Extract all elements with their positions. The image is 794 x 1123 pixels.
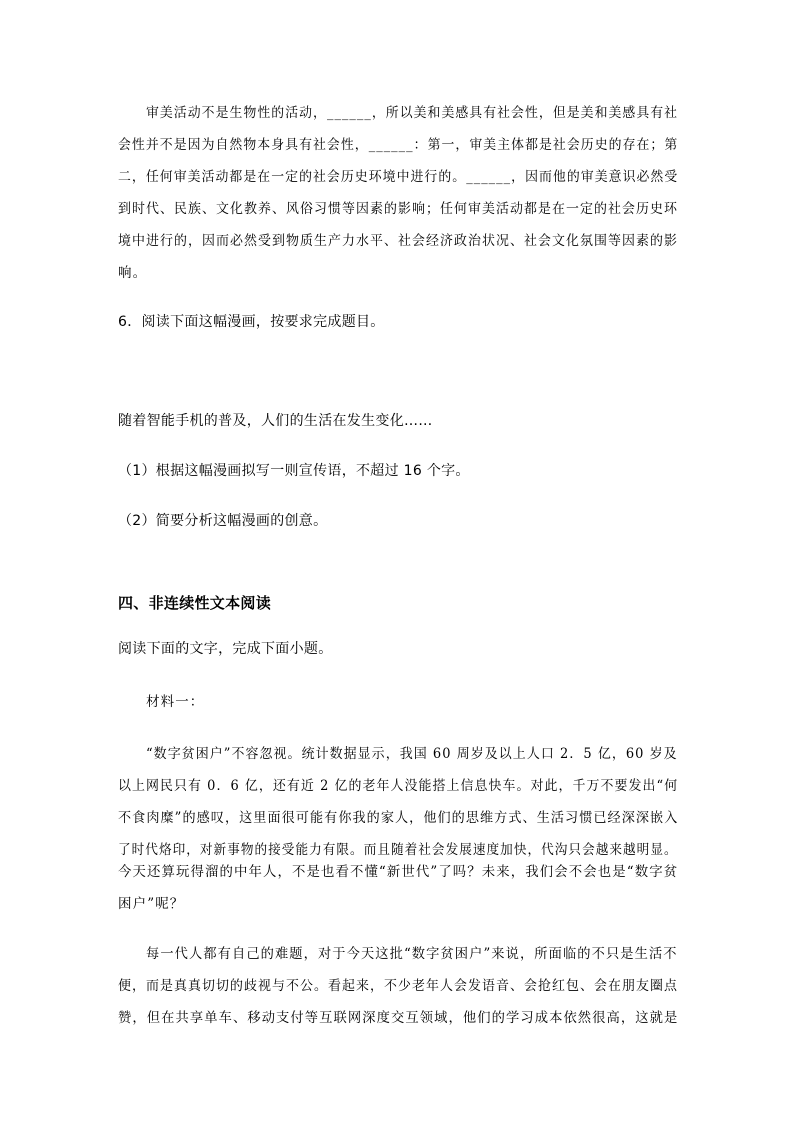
question6-title: 6．阅读下面这幅漫画，按要求完成题目。 xyxy=(118,314,385,330)
material1-p2-line-2: 便，而是真真切切的歧视与不公。看起来，不少老年人会发语音、会抢红包、会在朋友圈点 xyxy=(118,978,678,994)
passage1-line-1: 审美活动不是生物性的活动，______，所以美和美感具有社会性，但是美和美感具有社 xyxy=(146,105,679,121)
material1-p1-line-6: 困户”呢？ xyxy=(118,896,185,912)
passage1-line-6: 响。 xyxy=(118,265,148,281)
question6-sub1: （1）根据这幅漫画拟写一则宣传语，不超过 16 个字。 xyxy=(118,463,470,479)
question6-caption: 随着智能手机的普及，人们的生活在发生变化…… xyxy=(118,413,433,429)
material1-p1-line-2: 以上网民只有 0．6 亿，还有近 2 亿的老年人没能搭上信息快车。对此，千万不要发出“何 xyxy=(118,778,679,794)
passage1-line-5: 境中进行的，因而必然受到物质生产力水平、社会经济政治状况、社会文化氛围等因素的影 xyxy=(118,233,678,249)
section4-instruction: 阅读下面的文字，完成下面小题。 xyxy=(118,641,333,657)
question6-sub2: （2）简要分析这幅漫画的创意。 xyxy=(118,513,328,529)
section4-heading: 四、非连续性文本阅读 xyxy=(118,594,272,612)
material1-p1-line-4: 了时代烙印，对新事物的接受能力有限。而且随着社会发展速度加快，代沟只会越来越明显。 xyxy=(118,842,678,858)
material-label: 材料一： xyxy=(146,694,205,710)
passage1-line-4: 到时代、民族、文化教养、风俗习惯等因素的影响；任何审美活动都是在一定的社会历史环 xyxy=(118,201,678,217)
material1-p1-line-1: “数字贫困户”不容忽视。统计数据显示，我国 60 周岁及以上人口 2．5 亿，60 岁及 xyxy=(146,746,678,762)
material1-p1-line-3: 不食肉糜”的感叹，这里面很可能有你我的家人，他们的思维方式、生活习惯已经深深嵌入 xyxy=(118,810,679,826)
passage1-line-2: 会性并不是因为自然物本身具有社会性，______：第一，审美主体都是社会历史的存在；第 xyxy=(118,137,679,153)
passage1-line-3: 二，任何审美活动都是在一定的社会历史环境中进行的。______，因而他的审美意识必然受 xyxy=(118,169,679,185)
material1-p1-line-5: 今天还算玩得溜的中年人，不是也看不懂“新世代”了吗？未来，我们会不会也是“数字贫 xyxy=(118,864,679,880)
material1-p2-line-3: 赞，但在共享单车、移动支付等互联网深度交互领域，他们的学习成本依然很高，这就是 xyxy=(118,1010,679,1026)
material1-p2-line-1: 每一代人都有自己的难题，对于今天这批“数字贫困户”来说，所面临的不只是生活不 xyxy=(146,946,678,962)
